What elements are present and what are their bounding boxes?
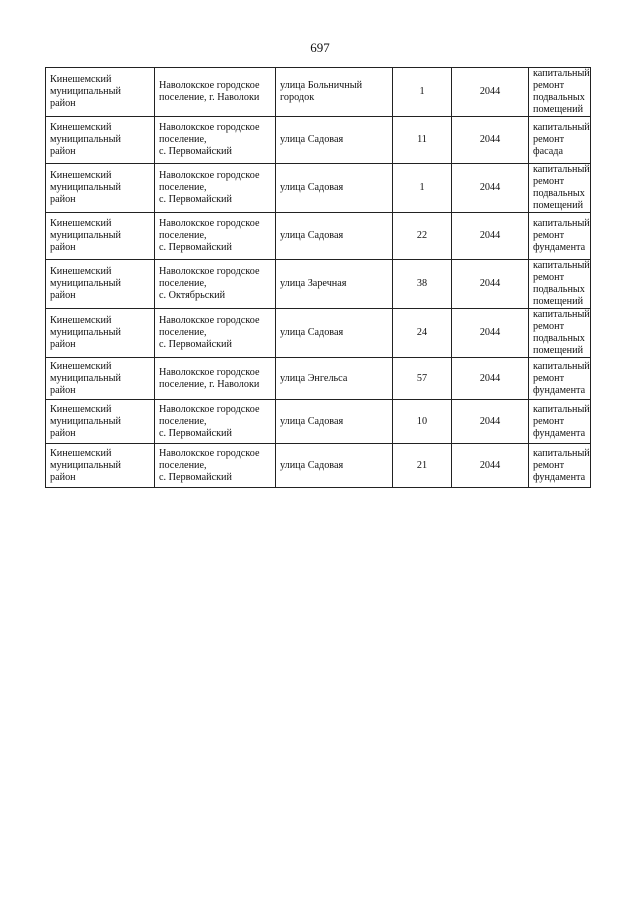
- street-cell: улица Садовая: [276, 309, 393, 358]
- settlement-cell: Наволокское городское поселение, с. Первомайский: [155, 309, 276, 358]
- street-cell: улица Энгельса: [276, 358, 393, 400]
- street-cell: улица Садовая: [276, 213, 393, 260]
- district-cell: Кинешемский муниципальный район: [46, 164, 155, 213]
- year-cell: 2044: [452, 260, 529, 309]
- work-type-cell: капитальный ремонт подвальных помещений: [529, 68, 591, 117]
- district-cell: Кинешемский муниципальный район: [46, 117, 155, 164]
- street-cell: улица Садовая: [276, 444, 393, 488]
- settlement-cell: Наволокское городское поселение, с. Первомайский: [155, 117, 276, 164]
- table-row: [46, 213, 591, 260]
- year-cell: 2044: [452, 213, 529, 260]
- settlement-cell: Наволокское городское поселение, г. Наволоки: [155, 358, 276, 400]
- house-number-cell: 10: [393, 400, 452, 444]
- table-row: [46, 358, 591, 400]
- street-cell: улица Больничный городок: [276, 68, 393, 117]
- table-row: [46, 68, 591, 117]
- district-cell: Кинешемский муниципальный район: [46, 358, 155, 400]
- district-cell: Кинешемский муниципальный район: [46, 213, 155, 260]
- page-number: 697: [310, 40, 330, 55]
- table-row: [46, 117, 591, 164]
- house-number-cell: 21: [393, 444, 452, 488]
- settlement-cell: Наволокское городское поселение, с. Первомайский: [155, 213, 276, 260]
- table-row: [46, 444, 591, 488]
- settlement-cell: Наволокское городское поселение, г. Наволоки: [155, 68, 276, 117]
- year-cell: 2044: [452, 358, 529, 400]
- work-type-cell: капитальный ремонт подвальных помещений: [529, 309, 591, 358]
- district-cell: Кинешемский муниципальный район: [46, 260, 155, 309]
- settlement-cell: Наволокское городское поселение, с. Первомайский: [155, 164, 276, 213]
- settlement-cell: Наволокское городское поселение, с. Октябрьский: [155, 260, 276, 309]
- district-cell: Кинешемский муниципальный район: [46, 68, 155, 117]
- work-type-cell: капитальный ремонт фундамента: [529, 444, 591, 488]
- settlement-cell: Наволокское городское поселение, с. Первомайский: [155, 400, 276, 444]
- district-cell: Кинешемский муниципальный район: [46, 309, 155, 358]
- street-cell: улица Заречная: [276, 260, 393, 309]
- table-row: [46, 400, 591, 444]
- work-type-cell: капитальный ремонт фундамента: [529, 400, 591, 444]
- street-cell: улица Садовая: [276, 400, 393, 444]
- year-cell: 2044: [452, 309, 529, 358]
- settlement-cell: Наволокское городское поселение, с. Первомайский: [155, 444, 276, 488]
- year-cell: 2044: [452, 444, 529, 488]
- repair-schedule-table: [45, 67, 591, 488]
- work-type-cell: капитальный ремонт фундамента: [529, 358, 591, 400]
- district-cell: Кинешемский муниципальный район: [46, 400, 155, 444]
- table-body: [46, 68, 591, 488]
- street-cell: улица Садовая: [276, 164, 393, 213]
- house-number-cell: 1: [393, 164, 452, 213]
- table-row: [46, 309, 591, 358]
- year-cell: 2044: [452, 117, 529, 164]
- year-cell: 2044: [452, 164, 529, 213]
- work-type-cell: капитальный ремонт подвальных помещений: [529, 164, 591, 213]
- district-cell: Кинешемский муниципальный район: [46, 444, 155, 488]
- table-row: [46, 164, 591, 213]
- house-number-cell: 38: [393, 260, 452, 309]
- table-row: [46, 260, 591, 309]
- year-cell: 2044: [452, 400, 529, 444]
- house-number-cell: 22: [393, 213, 452, 260]
- house-number-cell: 11: [393, 117, 452, 164]
- work-type-cell: капитальный ремонт подвальных помещений: [529, 260, 591, 309]
- work-type-cell: капитальный ремонт фасада: [529, 117, 591, 164]
- year-cell: 2044: [452, 68, 529, 117]
- house-number-cell: 57: [393, 358, 452, 400]
- house-number-cell: 1: [393, 68, 452, 117]
- house-number-cell: 24: [393, 309, 452, 358]
- work-type-cell: капитальный ремонт фундамента: [529, 213, 591, 260]
- street-cell: улица Садовая: [276, 117, 393, 164]
